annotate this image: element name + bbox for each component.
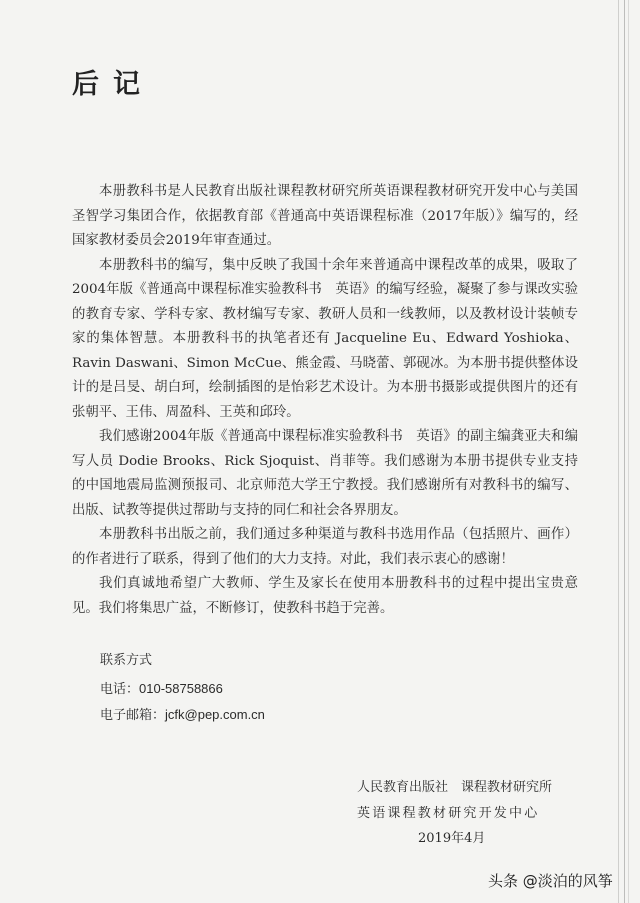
email-address: jcfk@pep.com.cn [165, 707, 265, 722]
paragraph: 本册教科书的编写，集中反映了我国十余年来普通高中课程改革的成果，吸取了2004年版《普通高中课程标准实验教科书 英语》的编写经验，凝聚了参与课改实验的教育专家、学科专家、教材编写专家、教研人员和一线教师，以及教材设计装帧专家的集体智慧。本册教科书的执笔者还有 Jacqueline Eu、Edward Yoshioka、Ravin Daswani、Simon McCue、熊金霞、马晓蕾、郭砚冰。为本册书提供整体设计的是吕旻、胡白珂，绘制插图的是怡彩艺术设计。为本册书摄影或提供图片的还有张朝平、王伟、周盈科、王英和邱玲。 [72, 257, 578, 420]
paragraph: 我们真诚地希望广大教师、学生及家长在使用本册教科书的过程中提出宝贵意见。我们将集思广益，不断修订，使教科书趋于完善。 [72, 576, 578, 616]
page-edge-line [628, 0, 629, 903]
page-edge-line [618, 0, 619, 903]
afterword-body [72, 180, 578, 621]
signature-publisher: 人民教育出版社 课程教材研究所 [357, 780, 553, 795]
contact-heading: 联系方式 [100, 653, 153, 668]
contact-email [100, 706, 265, 725]
page-title: 后记 [72, 69, 154, 100]
signature-date: 2019年4月 [418, 831, 486, 846]
paragraph: 本册教科书出版之前，我们通过多种渠道与教科书选用作品（包括照片、画作）的作者进行了联系，得到了他们的大力支持。对此，我们表示衷心的感谢！ [72, 527, 578, 567]
paragraph: 我们感谢2004年版《普通高中课程标准实验教科书 英语》的副主编龚亚夫和编写人员 Dodie Brooks、Rick Sjoquist、肖菲等。我们感谢为本册书提供专业支持的中国地震局监测预报司、北京师范大学王宁教授。我们感谢所有对教科书的编写、出版、试教等提供过帮助与支持的同仁和社会各界朋友。 [72, 429, 578, 518]
email-label: 电子邮箱： [100, 708, 166, 723]
phone-label: 电话： [100, 682, 140, 697]
watermark: 头条 @淡泊的风筝 [488, 872, 613, 890]
page-edge-line [624, 0, 625, 903]
paragraph: 本册教科书是人民教育出版社课程教材研究所英语课程教材研究开发中心与美国圣智学习集团合作，依据教育部《普通高中英语课程标准（2017年版）》编写的，经国家教材委员会2019年审查通过。 [72, 184, 578, 248]
contact-phone [100, 680, 223, 699]
signature-center: 英语课程教材研究开发中心 [357, 806, 540, 821]
phone-number: 010-58758866 [139, 681, 223, 696]
